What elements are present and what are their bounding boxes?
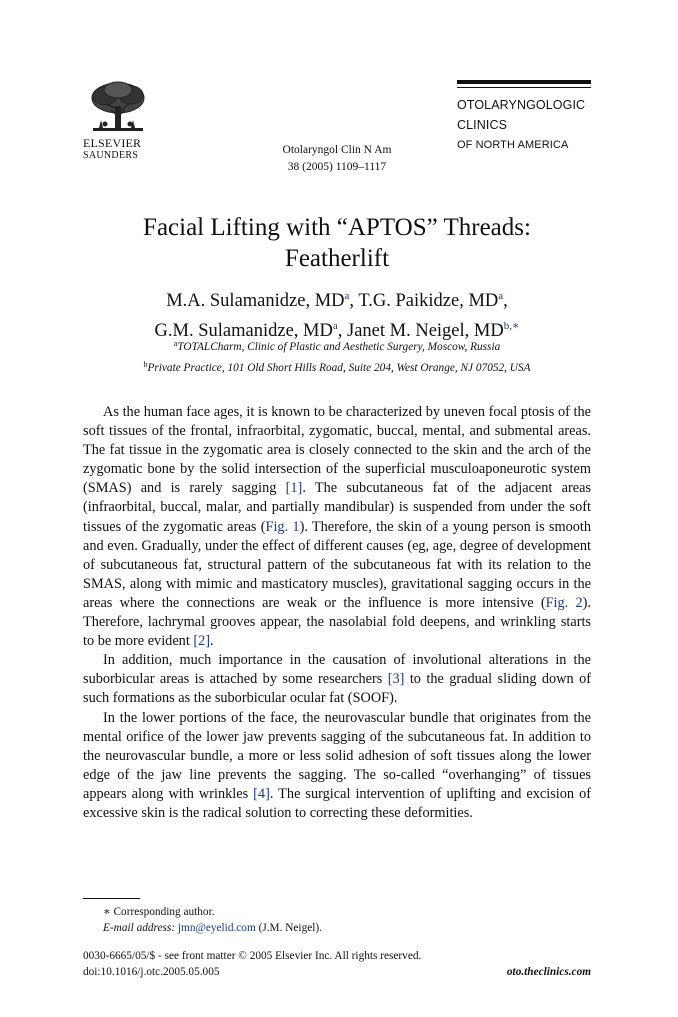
title-line1: Facial Lifting with “APTOS” Threads:	[143, 214, 531, 241]
citation-journal: Otolaryngol Clin N Am	[282, 144, 392, 156]
reference-link[interactable]: [1]	[285, 480, 303, 497]
body-paragraph: As the human face ages, it is known to be characterized by uneven focal ptosis of the soft tissues of the frontal, infraorbital, zygomatic, buccal, mental, and submental areas. The fat tissue in the zygomatic area is closely connected to the skin and the arch of the zygomatic bone by the solid intersection of the superficial musculoaponeurotic system (SMAS) and is rarely sagging [1]. The subcutaneous fat of the adjacent areas (infraorbital, buccal, malar, and partially mandibular) is suspended from under the soft tissues of the zygomatic areas (Fig. 1). Therefore, the skin of a young person is smooth and even. Gradually, under the effect of different causes (eg, age, degree of development of subcutaneous fat, structural pattern of the subcutaneous fat with its relation to the SMAS, along with mimic and masticatory muscles), gravitational sagging occurs in the areas where the connections are weak or the influence is more intensive (Fig. 2). Therefore, lachrymal grooves appear, the nasolabial fold deepens, and wrinkling starts to be more evident [2].	[83, 404, 591, 650]
title-line2: Featherlift	[284, 245, 390, 272]
figure-link[interactable]: Fig. 2	[545, 594, 583, 611]
journal-name-line1: OTOLARYNGOLOGIC	[457, 98, 586, 112]
footnote-divider	[83, 898, 140, 899]
email-note: E-mail address: jmn@eyelid.com (J.M. Neigel).	[103, 922, 322, 934]
citation-volume-pages: 38 (2005) 1109–1117	[287, 161, 387, 173]
body-paragraph: In addition, much importance in the causation of involutional alterations in the suborbicular areas is attached by some researchers [3] to the gradual sliding down of such formations as the suborbicular ocular fat (SOOF).	[83, 652, 591, 707]
author-affiliation-mark[interactable]: a	[344, 290, 350, 302]
affiliation-b: $^b$Private Practice, 101 Old Short Hills Road, Suite 204, West Orange, NJ 07052, USA	[143, 360, 531, 374]
journal-masthead	[457, 80, 591, 155]
author-list: M.A. Sulamanidze, $MD^a$, T.G. Paikidze, $MD^a$, G.M. Sulamanidze, $MD^a$, Janet M. Neigel, $MD^{b,∗}$	[154, 290, 520, 341]
body-paragraph: In the lower portions of the face, the neurovascular bundle that originates from the mental orifice of the lower jaw prevents sagging of the subcutaneous fat. In addition to the neurovascular bundle, a more or less solid adhesion of soft tissues along the lower edge of the jaw line prevents the sagging. The so-called “overhanging” of tissues appears along with wrinkles [4]. The surgical intervention of uplifting and excision of excessive skin is the radical solution to correcting these deformities.	[83, 709, 591, 821]
reference-link[interactable]: [4]	[253, 785, 270, 802]
publisher-name: ELSEVIER	[83, 136, 142, 150]
author-name: G.M. Sulamanidze, MD	[154, 321, 333, 341]
article-body	[83, 403, 591, 823]
copyright-line: 0030-6665/05/$ - see front matter © 2005 Elsevier Inc. All rights reserved.	[83, 950, 422, 962]
doi-line[interactable]: doi:10.1016/j.otc.2005.05.005	[83, 966, 220, 978]
figure-link[interactable]: Fig. 1	[265, 518, 300, 535]
email-link[interactable]: jmn@eyelid.com	[177, 922, 256, 934]
author-name: Janet M. Neigel, MD	[347, 321, 504, 341]
journal-website-link[interactable]: oto.theclinics.com	[506, 966, 591, 978]
affiliation-a: $^a$TOTALCharm, Clinic of Plastic and Aesthetic Surgery, Moscow, Russia	[173, 339, 501, 353]
page-footer	[83, 948, 591, 980]
imprint-name: SAUNDERS	[83, 150, 139, 161]
elsevier-tree-icon	[85, 80, 151, 136]
author-affiliation-mark[interactable]: b,∗	[503, 320, 520, 332]
author-affiliation-mark[interactable]: a	[498, 290, 504, 302]
journal-name-line2: CLINICS	[457, 118, 508, 132]
reference-link[interactable]: [3]	[387, 671, 405, 688]
masthead-rule-thick	[457, 80, 591, 84]
author-name: T.G. Paikidze, MD	[358, 291, 499, 311]
journal-name-line3: OF NORTH AMERICA	[457, 139, 569, 151]
author-name: M.A. Sulamanidze, MD	[166, 291, 345, 311]
masthead-rule-thin	[457, 87, 591, 88]
footnotes	[83, 904, 591, 936]
corresponding-author-note: ∗ Corresponding author.	[103, 906, 215, 918]
article-title	[83, 212, 591, 274]
author-affiliation-mark[interactable]: a	[332, 320, 338, 332]
publisher-logo	[83, 80, 153, 161]
journal-citation	[262, 142, 412, 176]
affiliations	[83, 335, 591, 377]
reference-link[interactable]: [2]	[193, 633, 211, 650]
